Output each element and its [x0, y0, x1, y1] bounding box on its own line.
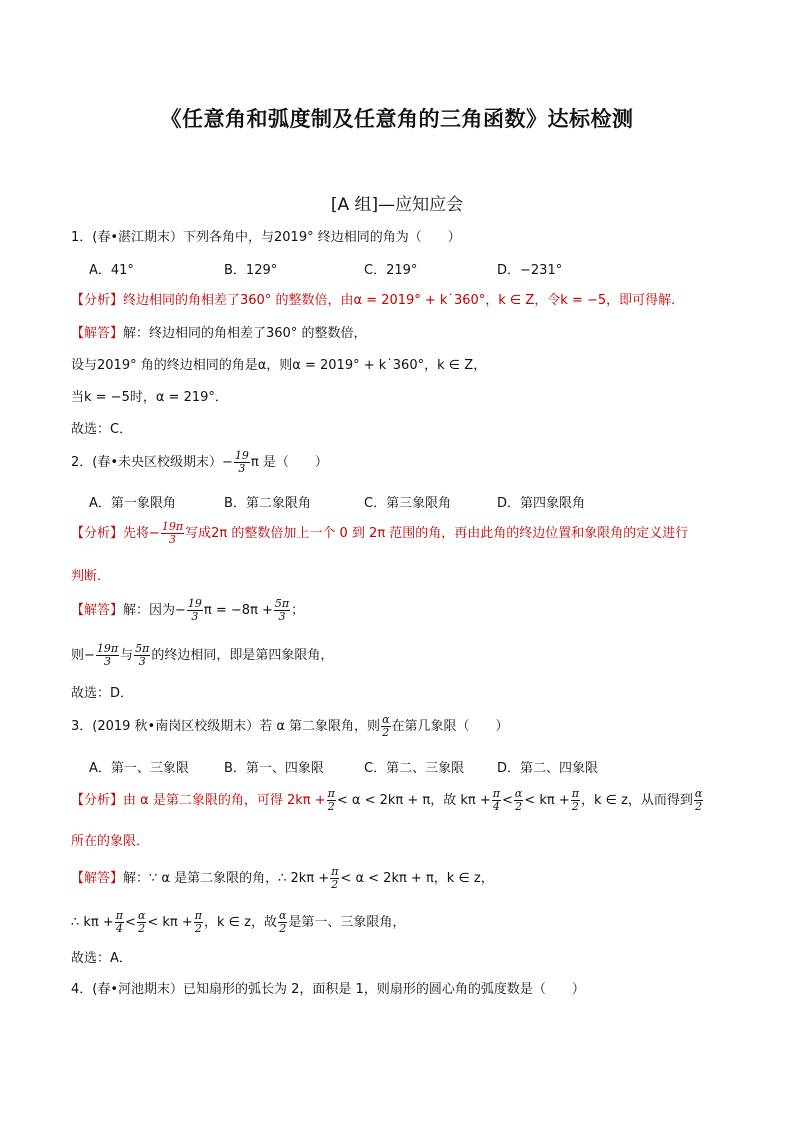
q3-stem-post: 在第几象限（ ） — [391, 719, 509, 734]
denominator: 3 — [191, 610, 199, 623]
q3-analysis — [71, 788, 704, 813]
q3-analysis-c: < — [501, 793, 513, 808]
q1-stem: 1．(春•湛江期末）下列各角中，与2019° 终边相同的角为（ ） — [71, 230, 461, 245]
denominator: 4 — [115, 922, 123, 935]
q2-answer-mid: π = −8π + — [203, 603, 273, 618]
denominator: 2 — [331, 878, 339, 891]
numerator: π — [194, 909, 203, 922]
q2-choice: 故选：D． — [71, 686, 134, 701]
q1-option-a: A．41° — [89, 263, 134, 278]
fraction — [274, 598, 290, 623]
q2-answer2-post: 的终边相同，即是第四象限角， — [151, 648, 334, 663]
q2-analysis-line2: 判断． — [71, 569, 111, 584]
denominator: 3 — [169, 533, 177, 546]
numerator: α — [278, 909, 287, 922]
q2-answer2-mid: 与 — [120, 648, 134, 663]
q2-option-c: C．第三象限角 — [364, 496, 452, 511]
q3-option-a: A．第一、三象限 — [89, 761, 189, 776]
numerator: π — [115, 909, 124, 922]
q2-analysis — [71, 521, 688, 546]
denominator: 3 — [138, 655, 146, 668]
q3-answer-line2 — [71, 910, 405, 935]
numerator: π — [331, 865, 339, 878]
q3-stem-pre: 3．(2019 秋•南岗区校级期末）若 α 第二象限角，则 — [71, 719, 381, 734]
q3-answer-a: 解：∵ α 是第二象限的角，∴ 2kπ + — [123, 871, 330, 886]
fraction — [187, 598, 203, 623]
q2-answer — [71, 598, 304, 623]
q2-answer2-pre: 则− — [71, 648, 95, 663]
fraction — [96, 643, 119, 668]
denominator: 4 — [492, 800, 500, 813]
q3-analysis-b: < α < 2kπ + π，故 kπ + — [336, 793, 491, 808]
fraction — [278, 910, 287, 935]
fraction — [330, 866, 339, 891]
q3-option-d: D．第二、四象限 — [497, 761, 599, 776]
q2-option-a: A．第一象限角 — [89, 496, 176, 511]
fraction — [381, 714, 390, 739]
q1-answer-line2: 设与2019° 角的终边相同的角是α，则α = 2019° + k˙360°，k ∈ Z， — [71, 358, 487, 373]
q3-stem — [71, 714, 509, 739]
q3-analysis-line2: 所在的象限． — [71, 834, 150, 849]
fraction — [571, 788, 580, 813]
analysis-tag: 【分析】 — [71, 526, 124, 541]
q2-answer-end: ； — [291, 603, 305, 618]
q2-analysis-pre: 先将− — [123, 526, 160, 541]
denominator: 3 — [278, 610, 286, 623]
fraction — [137, 910, 146, 935]
section-heading: [A 组]—应知应会 — [330, 195, 464, 215]
q2-answer-line2 — [71, 643, 333, 668]
q3-answer-b: < α < 2kπ + π，k ∈ z， — [340, 871, 494, 886]
fraction — [514, 788, 523, 813]
numerator: α — [514, 787, 523, 800]
numerator: 19π — [96, 642, 119, 655]
q1-analysis-text: 终边相同的角相差了360° 的整数倍，由α = 2019° + k˙360°，k ∈ Z，令k = −5，即可得解． — [123, 293, 685, 308]
q2-stem-pre: 2．(春•未央区校级期末）− — [71, 455, 233, 470]
q3-l2-a: ∴ kπ + — [71, 915, 114, 930]
fraction — [234, 450, 250, 475]
q1-answer-line3: 当k = −5时，α = 219°． — [71, 390, 228, 405]
q1-answer-line1: 解：终边相同的角相差了360° 的整数倍， — [123, 326, 367, 341]
q1-choice: 故选：C． — [71, 422, 133, 437]
denominator: 3 — [104, 655, 112, 668]
numerator: 5π — [274, 597, 290, 610]
q3-l2-d: ，k ∈ z，故 — [204, 915, 277, 930]
q3-analysis-d: < kπ + — [524, 793, 570, 808]
numerator: π — [327, 787, 335, 800]
denominator: 2 — [695, 800, 703, 813]
numerator: 19 — [234, 449, 249, 462]
denominator: 2 — [515, 800, 523, 813]
fraction — [694, 788, 703, 813]
q2-analysis-post: 写成2π 的整数倍加上一个 0 到 2π 范围的角，再由此角的终边位置和象限角的定义进行 — [185, 526, 689, 541]
q3-option-c: C．第二、三象限 — [364, 761, 465, 776]
numerator: 19 — [187, 597, 202, 610]
answer-tag: 【解答】 — [71, 326, 124, 341]
denominator: 2 — [194, 922, 202, 935]
q2-option-d: D．第四象限角 — [497, 496, 586, 511]
q1-analysis — [71, 292, 684, 310]
fraction — [115, 910, 124, 935]
numerator: 5π — [135, 642, 150, 655]
numerator: π — [492, 787, 500, 800]
q2-stem — [71, 450, 328, 475]
answer-tag: 【解答】 — [71, 603, 124, 618]
denominator: 2 — [382, 726, 390, 739]
numerator: 19π — [161, 520, 184, 533]
q3-answer — [71, 866, 494, 891]
analysis-tag: 【分析】 — [71, 293, 124, 308]
fraction — [327, 788, 336, 813]
denominator: 2 — [327, 800, 335, 813]
q1-answer — [71, 325, 366, 343]
fraction — [492, 788, 501, 813]
q1-option-d: D．−231° — [497, 263, 563, 278]
fraction — [134, 643, 150, 668]
q2-option-b: B．第二象限角 — [224, 496, 311, 511]
q3-l2-b: < — [125, 915, 136, 930]
fraction — [161, 521, 184, 546]
q2-answer-pre: 解：因为− — [123, 603, 186, 618]
page-title: 《任意角和弧度制及任意角的三角函数》达标检测 — [160, 107, 634, 131]
numerator: α — [137, 909, 146, 922]
numerator: π — [571, 787, 579, 800]
q3-option-b: B．第一、四象限 — [224, 761, 324, 776]
q1-option-b: B．129° — [224, 263, 278, 278]
q2-stem-post: π 是（ ） — [250, 455, 328, 470]
fraction — [194, 910, 203, 935]
denominator: 3 — [238, 462, 246, 475]
q3-l2-e: 是第一、三象限角， — [288, 915, 406, 930]
q3-analysis-a: 由 α 是第二象限的角，可得 2kπ + — [123, 793, 326, 808]
denominator: 2 — [138, 922, 146, 935]
q1-option-c: C．219° — [364, 263, 418, 278]
q3-analysis-e: ，k ∈ z，从而得到 — [580, 793, 693, 808]
denominator: 2 — [279, 922, 287, 935]
q4-stem: 4．(春•河池期末）已知扇形的弧长为 2，面积是 1，则扇形的圆心角的弧度数是（ ） — [71, 982, 585, 997]
answer-tag: 【解答】 — [71, 871, 124, 886]
denominator: 2 — [571, 800, 579, 813]
q3-choice: 故选：A． — [71, 951, 132, 966]
numerator: α — [382, 713, 390, 726]
analysis-tag: 【分析】 — [71, 793, 124, 808]
q3-l2-c: < kπ + — [147, 915, 193, 930]
numerator: α — [694, 787, 703, 800]
